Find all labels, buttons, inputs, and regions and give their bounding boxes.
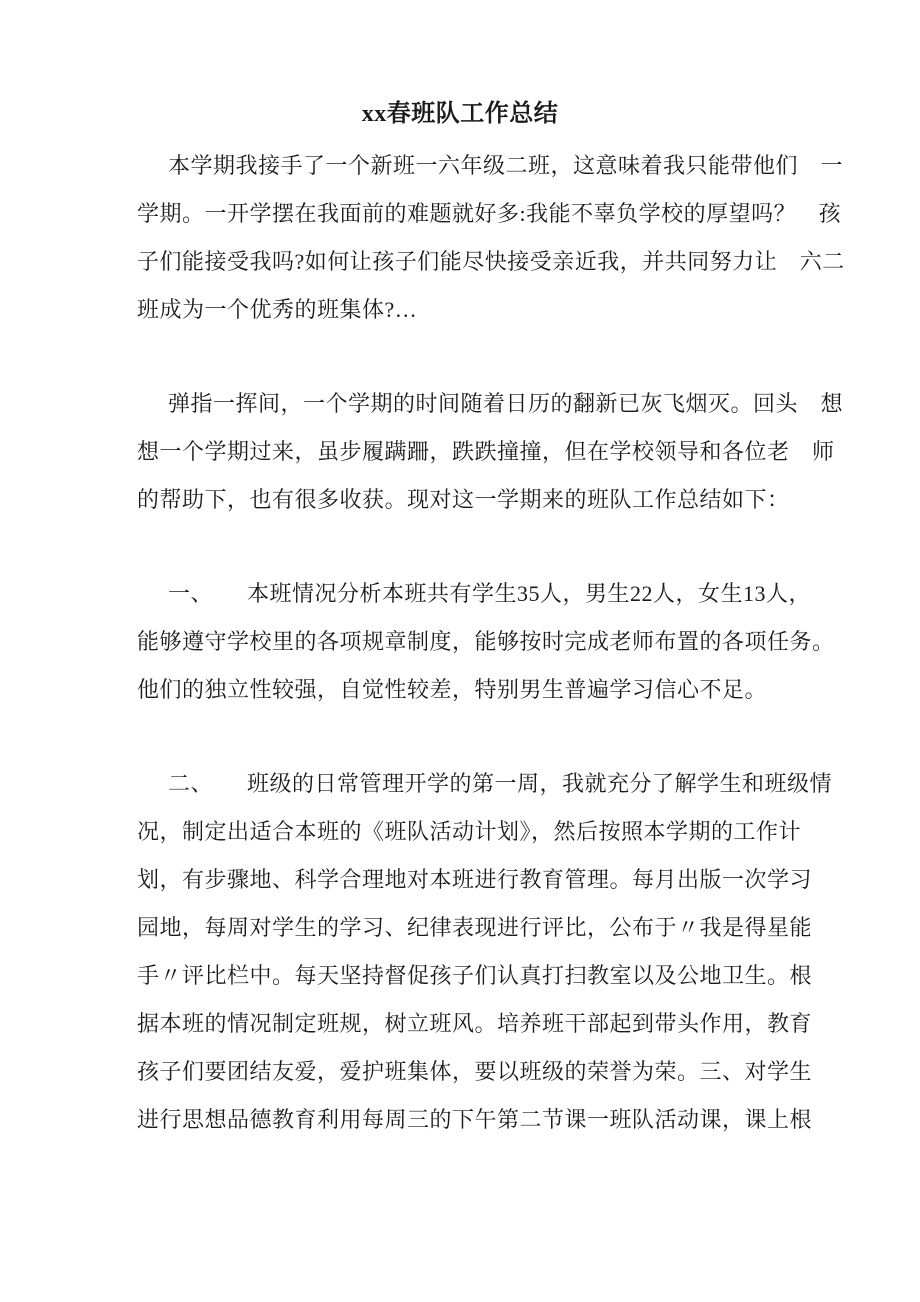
text-line: 能够遵守学校里的各项规章制度，能够按时完成老师布置的各项任务。 [137,629,835,654]
text-line: 二、 班级的日常管理开学的第一周，我就充分了解学生和班级情 [168,771,833,796]
text-line: 想一个学期过来，虽步履蹒跚，跌跌撞撞，但在学校领导和各位老 师 [137,439,835,464]
text-line: 孩子们要团结友爱，爱护班集体，要以班级的荣誉为荣。三、对学生 [137,1059,813,1084]
text-line: 划，有步骤地、科学合理地对本班进行教育管理。每月出版一次学习 [137,867,813,892]
text-line: 据本班的情况制定班规，树立班风。培养班干部起到带头作用，教育 [137,1011,813,1036]
text-line: 况，制定出适合本班的《班队活动计划》，然后按照本学期的工作计 [137,819,802,844]
text-line: 进行思想品德教育利用每周三的下午第二节课一班队活动课，课上根 [137,1107,813,1132]
paragraph-4 [137,760,833,1144]
text-line: 弹指一挥间，一个学期的时间随着日历的翻新已灰飞烟灭。回头 想 [168,391,844,416]
paragraph-2 [137,380,844,524]
text-line: 本学期我接手了一个新班一六年级二班，这意味着我只能带他们 一 [168,153,844,178]
text-line: 一、 本班情况分析本班共有学生35人，男生22人，女生13人， [168,581,812,606]
text-line: 子们能接受我吗?如何让孩子们能尽快接受亲近我，并共同努力让 六二 [137,249,845,274]
text-line: 他们的独立性较强，自觉性较差，特别男生普遍学习信心不足。 [137,677,768,702]
text-line: 手〃评比栏中。每天坚持督促孩子们认真打扫教室以及公地卫生。根 [137,963,813,988]
text-line: 学期。一开学摆在我面前的难题就好多:我能不辜负学校的厚望吗？ 孩 [137,201,842,226]
text-line: 园地，每周对学生的学习、纪律表现进行评比，公布于〃我是得星能 [137,915,813,940]
paragraph-1 [137,142,845,334]
paragraph-3 [137,570,835,714]
text-line: 的帮助下，也有很多收获。现对这一学期来的班队工作总结如下： [137,487,790,512]
text-line: 班成为一个优秀的班集体?… [137,297,418,322]
document-title: xx春班队工作总结 [361,101,559,127]
